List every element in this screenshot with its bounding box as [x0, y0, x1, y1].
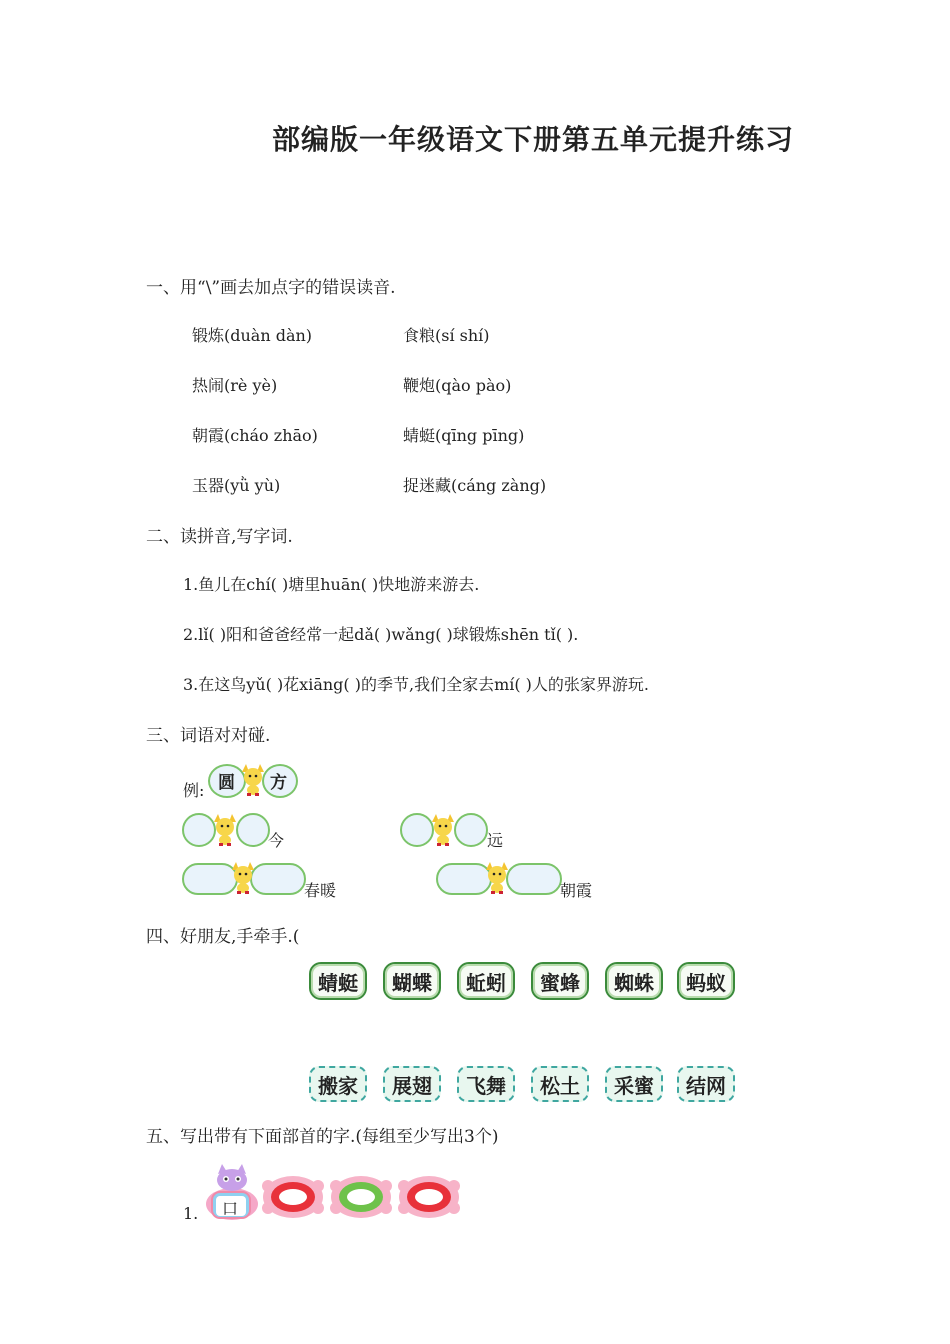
flower-blank-icon[interactable]: [330, 1174, 392, 1220]
action-card[interactable]: 展翅: [383, 1066, 441, 1102]
s1-item: 锻炼(duàn dàn): [192, 326, 313, 345]
flower-blank-icon[interactable]: [398, 1174, 460, 1220]
s1-item: 玉器(yǜ yù): [192, 476, 281, 495]
pair-tail-2: 远: [487, 831, 504, 850]
s1-item: 捉迷藏(cáng zàng): [403, 476, 547, 495]
flower-blank-icon[interactable]: [262, 1174, 324, 1220]
s5-item-1-label: 1.: [183, 1204, 199, 1223]
pair-tail-3: 春暖: [304, 881, 337, 900]
fox-mascot-icon: [226, 860, 260, 894]
s1-item: 热闹(rè yè): [192, 376, 278, 395]
action-card[interactable]: 松土: [531, 1066, 589, 1102]
s2-line-1: 1.鱼儿在chí( )塘里huān( )快地游来游去.: [183, 575, 480, 594]
section-2-heading: 二、读拼音,写字词.: [146, 527, 293, 547]
fox-mascot-icon: [208, 812, 242, 846]
creature-card[interactable]: 蚯蚓: [457, 962, 515, 1000]
creature-card[interactable]: 蜻蜓: [309, 962, 367, 1000]
blank-oval[interactable]: [506, 863, 562, 895]
creature-card[interactable]: 蜜蜂: [531, 962, 589, 1000]
s1-item: 鞭炮(qào pào): [403, 376, 512, 395]
pair-tail-1: 今: [268, 831, 285, 850]
action-card[interactable]: 结网: [677, 1066, 735, 1102]
page-title: 部编版一年级语文下册第五单元提升练习: [272, 123, 795, 156]
s1-item: 蜻蜓(qīng pīng): [403, 426, 525, 445]
fox-mascot-icon: [480, 860, 514, 894]
fox-mascot-icon: [426, 812, 460, 846]
section-4-heading: 四、好朋友,手牵手.(: [146, 927, 300, 947]
s2-line-2: 2.lǐ( )阳和爸爸经常一起dǎ( )wǎng( )球锻炼shēn tǐ( ).: [183, 625, 579, 644]
creature-card[interactable]: 蜘蛛: [605, 962, 663, 1000]
example-label: 例:: [183, 781, 205, 800]
s1-item: 朝霞(cháo zhāo): [192, 426, 318, 445]
pair-tail-4: 朝霞: [560, 881, 593, 900]
action-card[interactable]: 采蜜: [605, 1066, 663, 1102]
creature-card[interactable]: 蝴蝶: [383, 962, 441, 1000]
example-left-char: 圆: [218, 773, 235, 793]
s1-item: 食粮(sí shí): [403, 326, 490, 345]
action-card[interactable]: 飞舞: [457, 1066, 515, 1102]
s2-line-3: 3.在这鸟yǔ( )花xiāng( )的季节,我们全家去mí( )人的张家界游玩.: [183, 675, 650, 694]
fox-mascot-icon: [236, 762, 270, 796]
section-3-heading: 三、词语对对碰.: [146, 726, 271, 746]
section-1-heading: 一、用“\”画去加点字的错误读音.: [146, 278, 396, 298]
section-5-heading: 五、写出带有下面部首的字.(每组至少写出3个): [146, 1127, 499, 1147]
example-right-char: 方: [270, 773, 287, 793]
creature-card[interactable]: 蚂蚁: [677, 962, 735, 1000]
action-card[interactable]: 搬家: [309, 1066, 367, 1102]
radical-1: 口: [222, 1199, 239, 1218]
